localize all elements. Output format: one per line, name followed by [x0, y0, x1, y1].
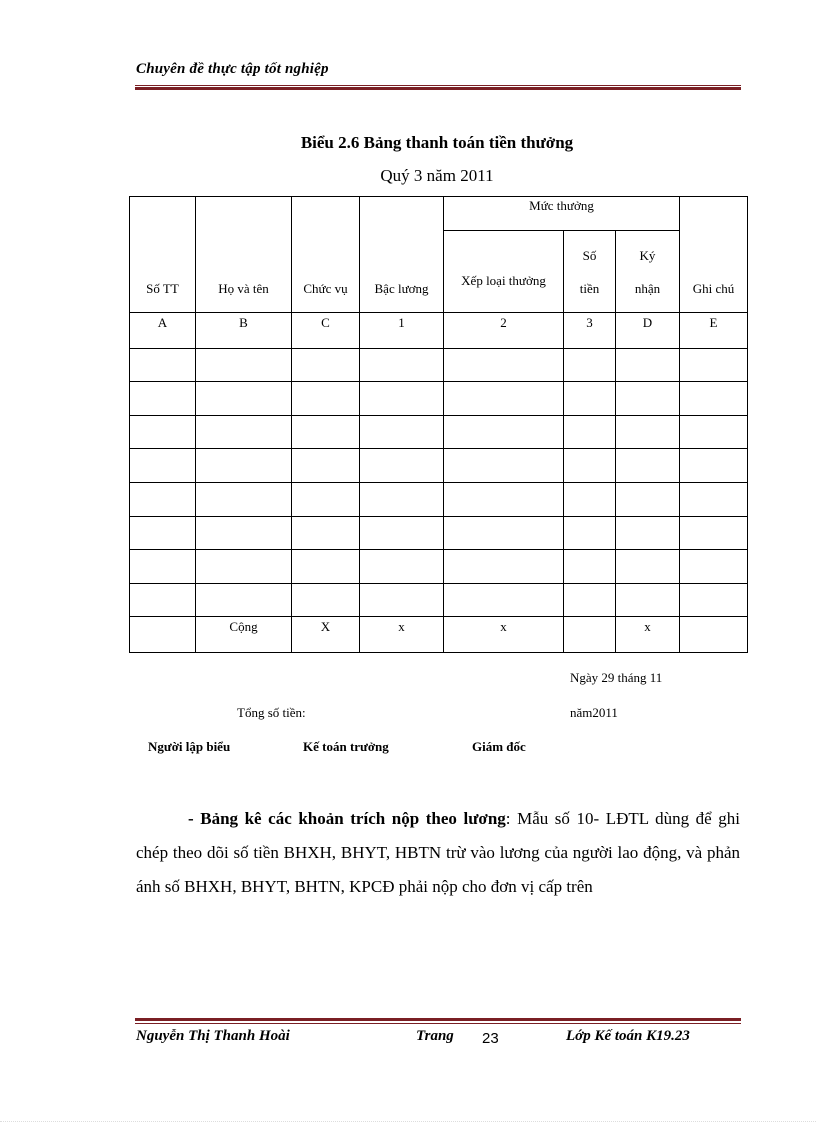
table-row	[130, 516, 748, 550]
total-cell	[130, 617, 196, 653]
code-cell: A	[130, 313, 196, 349]
table-row	[130, 449, 748, 483]
code-cell: C	[292, 313, 360, 349]
bonus-payment-table	[129, 196, 748, 653]
header-salary-grade: Bậc lương	[360, 197, 444, 313]
running-header-title: Chuyên đề thực tập tốt nghiệp	[136, 61, 329, 77]
footer-class: Lớp Kế toán K19.23	[566, 1028, 690, 1044]
total-cell	[680, 617, 748, 653]
chief-accountant-label: Kế toán trưởng	[303, 739, 389, 754]
total-cell: x	[444, 617, 564, 653]
code-cell: 1	[360, 313, 444, 349]
code-cell: 2	[444, 313, 564, 349]
header-rule-thick	[135, 87, 741, 90]
table-row	[130, 382, 748, 416]
code-cell: B	[196, 313, 292, 349]
header-amount-line2: tiền	[579, 281, 600, 296]
table-row	[130, 482, 748, 516]
code-cell: E	[680, 313, 748, 349]
header-rank	[444, 231, 564, 313]
paragraph-lead: - Bảng kê các khoản trích nộp theo lương	[188, 809, 506, 828]
body-paragraph	[136, 802, 740, 904]
table-row	[130, 348, 748, 382]
table-row	[130, 550, 748, 584]
signature-year: năm2011	[570, 705, 618, 720]
document-subtitle: Quý 3 năm 2011	[380, 166, 494, 185]
document-title: Biểu 2.6 Bảng thanh toán tiền thưởng	[300, 133, 574, 152]
header-sign	[616, 231, 680, 313]
header-note: Ghi chú	[680, 197, 748, 313]
director-label: Giám đốc	[472, 739, 526, 754]
total-amount-label: Tổng số tiền:	[237, 705, 306, 720]
paragraph-body: : Mẫu số 10- LĐTL dùng để ghi chép theo dõi số tiền BHXH, BHYT, HBTN trừ vào lương của người lao động, và phản ánh số BHXH, BHYT, BHTN, KPCĐ phải nộp cho đơn vị cấp trên	[136, 809, 741, 896]
header-name: Họ và tên	[196, 197, 292, 313]
header-stt: Số TT	[130, 197, 196, 313]
table-row	[130, 583, 748, 617]
header-rank-text: Xếp loại thưởng	[461, 273, 546, 288]
total-cell: X	[292, 617, 360, 653]
total-row	[130, 617, 748, 653]
header-amount-line1: Số	[582, 248, 597, 263]
total-cell: x	[616, 617, 680, 653]
code-row	[130, 313, 748, 349]
signature-date: Ngày 29 tháng 11	[570, 670, 663, 685]
footer-author: Nguyễn Thị Thanh Hoài	[136, 1028, 290, 1044]
total-label: Cộng	[196, 617, 292, 653]
code-cell: 3	[564, 313, 616, 349]
page-bottom-divider	[0, 1121, 816, 1122]
preparer-label: Người lập biểu	[148, 739, 231, 754]
header-sign-line1: Ký	[639, 248, 656, 263]
header-amount	[564, 231, 616, 313]
total-cell: x	[360, 617, 444, 653]
header-rule-thin	[135, 85, 741, 86]
header-bonus-group: Mức thưởng	[444, 197, 680, 231]
footer-rule-thin	[135, 1023, 741, 1024]
footer-page-number: 23	[482, 1030, 499, 1047]
header-sign-line2: nhận	[634, 281, 661, 296]
table-row	[130, 415, 748, 449]
code-cell: D	[616, 313, 680, 349]
footer-rule-thick	[135, 1018, 741, 1021]
footer-page-label: Trang	[416, 1028, 454, 1044]
total-cell	[564, 617, 616, 653]
header-position: Chức vụ	[292, 197, 360, 313]
